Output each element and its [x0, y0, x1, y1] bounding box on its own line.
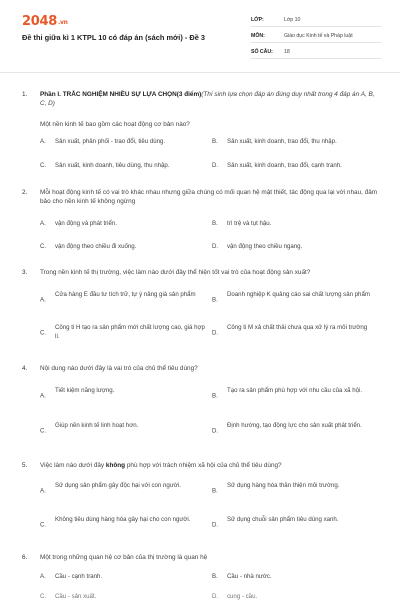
- option-3b[interactable]: B. Doanh nghiệp K quảng cáo sai chất lượng sản phẩm: [212, 291, 370, 304]
- option-5d[interactable]: D. Sử dụng chuỗi sản phẩm tiêu dùng xanh.: [212, 516, 339, 529]
- section-instruction: (Thí sinh lựa chọn đáp án đúng duy nhất trong 4 đáp án A, B, C, D): [40, 91, 375, 108]
- meta-count-row: [251, 45, 381, 59]
- meta-label: MÔN:: [251, 32, 265, 39]
- meta-value: Giáo dục Kinh tế và Pháp luật: [284, 32, 353, 39]
- page-header: [0, 0, 400, 72]
- option-5b[interactable]: B. Sử dụng hàng hóa thân thiện môi trường.: [212, 482, 340, 495]
- meta-value: Lớp 10: [284, 16, 301, 23]
- question-stem: Một trong những quan hệ cơ bản của thị trường là quan hệ: [40, 554, 208, 561]
- document-title: Đề thi giữa kì 1 KTPL 10 có đáp án (sách mới) - Đề 3: [22, 33, 205, 42]
- meta-label: SỐ CÂU:: [251, 48, 273, 55]
- site-logo[interactable]: 2048.vn: [22, 14, 68, 29]
- question-stem: Việc làm nào dưới đây không phù hợp với trách nhiệm xã hội của chủ thể tiêu dùng?: [40, 462, 282, 469]
- option-3a[interactable]: A. Cửa hàng E đầu tư tích trữ, tự ý nâng giá sản phẩm: [40, 291, 196, 304]
- option-4b[interactable]: B. Tạo ra sản phẩm phù hợp với nhu cầu của xã hội.: [212, 387, 363, 400]
- option-5a[interactable]: A. Sử dụng sản phẩm gây độc hại với con người.: [40, 482, 181, 495]
- question-stem: Trong nền kinh tế thị trường, việc làm nào dưới đây thể hiện tốt vai trò của hoạt động sản xuất?: [40, 269, 311, 276]
- meta-class-row: [251, 13, 381, 27]
- question-number: 2.: [22, 189, 28, 196]
- meta-label: LỚP:: [251, 16, 264, 23]
- option-3c[interactable]: C. Công ti H tạo ra sản phẩm mới chất lượng cao, giá hợp lí.: [40, 324, 205, 340]
- question-stem: Một nền kinh tế bao gồm các hoạt động cơ bản nào?: [40, 121, 190, 128]
- question-number: 4.: [22, 365, 28, 372]
- document-meta: [251, 13, 381, 61]
- option-5c[interactable]: C. Không tiêu dùng hàng hóa gây hại cho con người.: [40, 516, 191, 529]
- question-number: 1.: [22, 91, 28, 98]
- option-3d[interactable]: D. Công ti M xả chất thải chưa qua xử lý ra môi trường: [212, 324, 368, 337]
- question-stem: Mỗi hoạt động kinh tế có vai trò khác nhau nhưng giữa chúng có mối quan hệ mật thiết, tác động qua lại với nhau, đảm bảo cho nền kinh tế không ngừng: [40, 189, 378, 206]
- option-4a[interactable]: A. Tiết kiệm năng lượng.: [40, 387, 115, 400]
- header-divider: [0, 72, 400, 73]
- meta-value: 18: [284, 48, 290, 55]
- question-number: 3.: [22, 269, 28, 276]
- meta-subject-row: [251, 29, 381, 43]
- question-number: 5.: [22, 462, 28, 469]
- question-number: 6.: [22, 554, 28, 561]
- section-heading: [40, 90, 380, 109]
- question-stem: Nội dung nào dưới đây là vai trò của chủ thể tiêu dùng?: [40, 365, 198, 372]
- option-4d[interactable]: D. Định hướng, tạo động lực cho sản xuất phát triển.: [212, 422, 362, 435]
- section-title: Phần I. TRẮC NGHIỆM NHIỀU SỰ LỰA CHỌN(3 điểm): [40, 91, 202, 98]
- option-4c[interactable]: C. Giúp nền kinh tế linh hoạt hơn.: [40, 422, 139, 435]
